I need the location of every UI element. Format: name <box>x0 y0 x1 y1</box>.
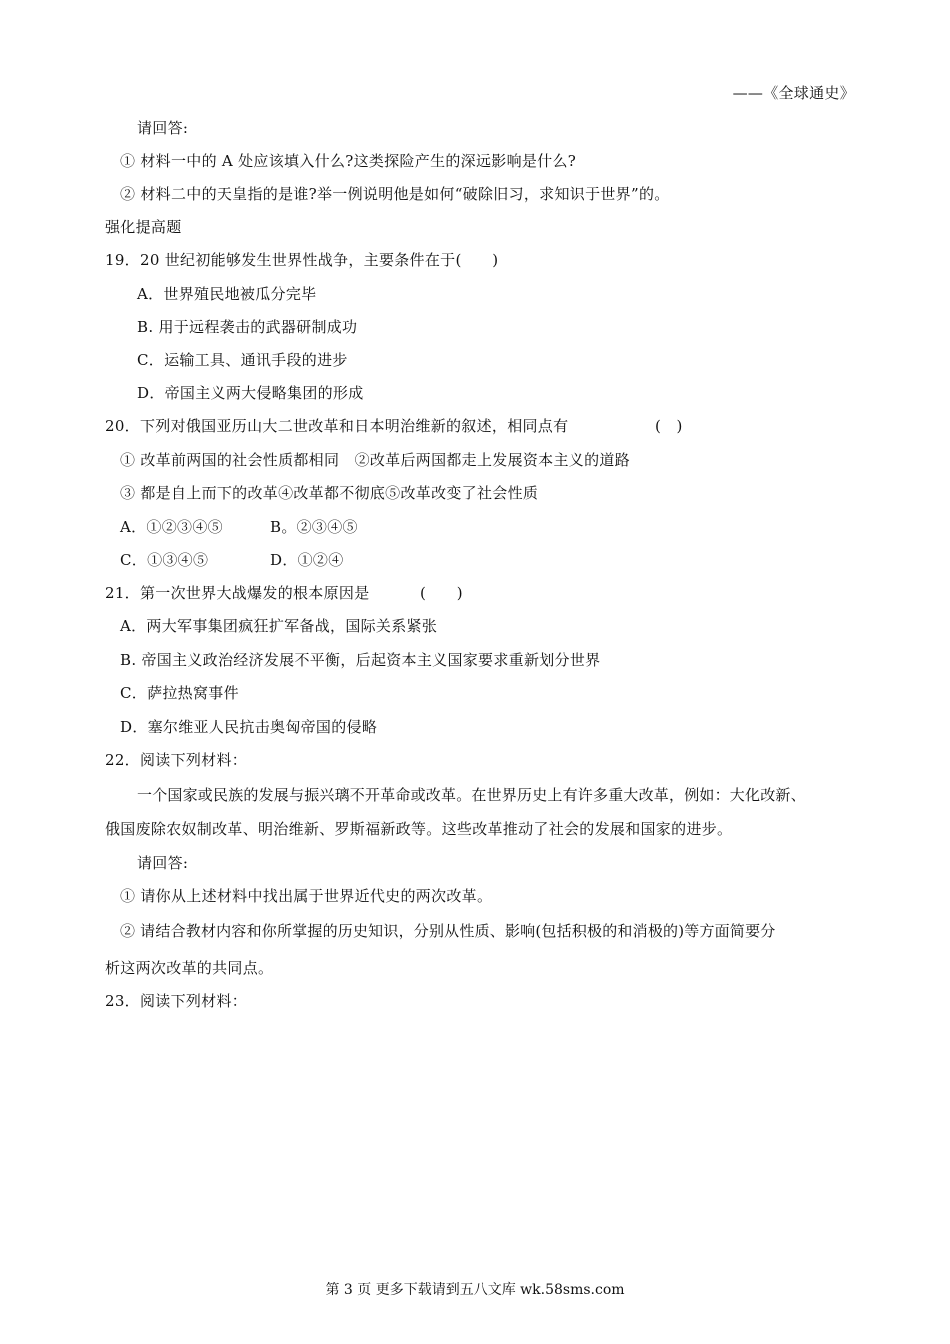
q19-option-a: A．世界殖民地被瓜分完毕 <box>137 285 317 303</box>
q19-option-b: B. 用于远程袭击的武器研制成功 <box>137 318 358 336</box>
section-title: 强化提高题 <box>105 218 182 236</box>
q20-option-b: B。②③④⑤ <box>270 518 358 536</box>
prev-question-item-2: ② 材料二中的天皇指的是谁?举一例说明他是如何“破除旧习，求知识于世界”的。 <box>120 185 670 203</box>
q20-stem: 20．下列对俄国亚历山大二世改革和日本明治维新的叙述，相同点有 <box>105 417 569 435</box>
prev-question-item-1: ① 材料一中的 A 处应该填入什么?这类探险产生的深远影响是什么? <box>120 152 577 170</box>
q20-option-c: C．①③④⑤ <box>120 551 209 569</box>
q19-option-d: D．帝国主义两大侵略集团的形成 <box>137 384 364 402</box>
q22-material-line-1: 一个国家或民族的发展与振兴璃不开革命或改革。在世界历史上有许多重大改革，例如：大化改新、 <box>137 786 806 804</box>
q22-item-2-line-1: ② 请结合教材内容和你所掌握的历史知识，分别从性质、影响(包括积极的和消极的)等方面简要分 <box>120 922 776 940</box>
q22-prompt: 请回答: <box>137 854 189 872</box>
q21-stem: 21．第一次世界大战爆发的根本原因是 <box>105 584 370 602</box>
source-citation: ——《全球通史》 <box>732 84 855 102</box>
q22-material-line-2: 俄国废除农奴制改革、明治维新、罗斯福新政等。这些改革推动了社会的发展和国家的进步。 <box>105 820 733 838</box>
q19-option-c: C．运输工具、通讯手段的进步 <box>137 351 348 369</box>
q20-answer-bracket: ( ) <box>655 417 683 435</box>
q23-stem: 23．阅读下列材料： <box>105 992 248 1010</box>
prev-question-prompt: 请回答: <box>137 119 189 137</box>
q20-statement-2: ③ 都是自上而下的改革④改革都不彻底⑤改革改变了社会性质 <box>120 484 539 502</box>
page-footer: 第 3 页 更多下载请到五八文库 wk.58sms.com <box>325 1282 625 1298</box>
q21-option-b: B. 帝国主义政治经济发展不平衡，后起资本主义国家要求重新划分世界 <box>120 651 601 669</box>
q22-item-2-line-2: 析这两次改革的共同点。 <box>105 959 274 977</box>
q21-option-d: D．塞尔维亚人民抗击奥匈帝国的侵略 <box>120 718 378 736</box>
q19-stem: 19．20 世纪初能够发生世界性战争，主要条件在于( ) <box>105 251 499 269</box>
q21-answer-bracket: ( ) <box>420 584 463 602</box>
q20-option-a: A．①②③④⑤ <box>120 518 223 536</box>
q22-stem: 22．阅读下列材料： <box>105 751 248 769</box>
q21-option-c: C．萨拉热窝事件 <box>120 684 239 702</box>
q20-option-d: D．①②④ <box>270 551 344 569</box>
q21-option-a: A．两大军事集团疯狂扩军备战，国际关系紧张 <box>120 617 438 635</box>
q22-item-1: ① 请你从上述材料中找出属于世界近代史的两次改革。 <box>120 887 493 905</box>
q20-statement-1: ① 改革前两国的社会性质都相同 ②改革后两国都走上发展资本主义的道路 <box>120 451 630 469</box>
